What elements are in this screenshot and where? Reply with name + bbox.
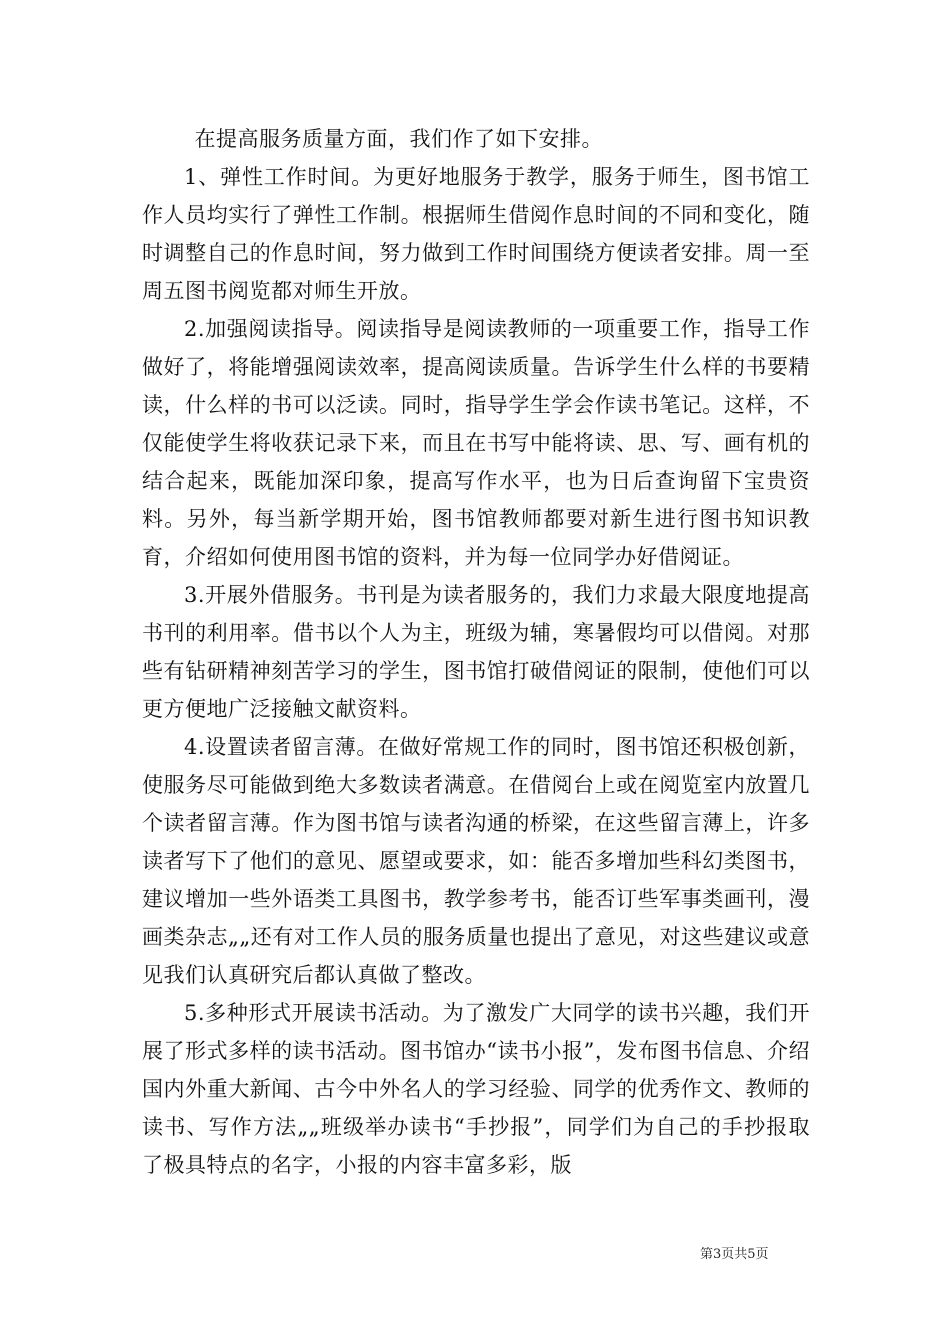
page-number-footer: 第3页共5页 bbox=[700, 1247, 769, 1262]
paragraph-guestbook: 4.设置读者留言薄。在做好常规工作的同时，图书馆还积极创新，使服务尽可能做到绝大多数读者满意。在借阅台上或在阅览室内放置几个读者留言薄。作为图书馆与读者沟通的桥梁，在这些留言薄上，许多读者写下了他们的意见、愿望或要求，如：能否多增加些科幻类图书，建议增加一些外语类工具图书，教学参考书，能否订些军事类画刊，漫画类杂志„„还有对工作人员的服务质量也提出了意见，对这些建议或意见我们认真研究后都认真做了整改。 bbox=[142, 735, 810, 987]
paragraph-lending-service: 3.开展外借服务。书刊是为读者服务的，我们力求最大限度地提高书刊的利用率。借书以个人为主，班级为辅，寒暑假均可以借阅。对那些有钻研精神刻苦学习的学生，图书馆打破借阅证的限制，使他们可以更方便地广泛接触文献资料。 bbox=[142, 583, 810, 721]
paragraph-reading-guidance: 2.加强阅读指导。阅读指导是阅读教师的一项重要工作，指导工作做好了，将能增强阅读效率，提高阅读质量。告诉学生什么样的书要精读，什么样的书可以泛读。同时，指导学生学会作读书笔记。这样，不仅能使学生将收获记录下来，而且在书写中能将读、思、写、画有机的结合起来，既能加深印象，提高写作水平，也为日后查询留下宝贵资料。另外，每当新学期开始，图书馆教师都要对新生进行图书知识教育，介绍如何使用图书馆的资料，并为每一位同学办好借阅证。 bbox=[142, 317, 810, 569]
paragraph-flexible-hours: 1、弹性工作时间。为更好地服务于教学，服务于师生，图书馆工作人员均实行了弹性工作制。根据师生借阅作息时间的不同和变化，随时调整自己的作息时间，努力做到工作时间围绕方便读者安排。周一至周五图书阅览都对师生开放。 bbox=[142, 165, 810, 303]
paragraph-reading-activities: 5.多种形式开展读书活动。为了激发广大同学的读书兴趣，我们开展了形式多样的读书活动。图书馆办“读书小报”，发布图书信息、介绍国内外重大新闻、古今中外名人的学习经验、同学的优秀作文、教师的读书、写作方法„„班级举办读书“手抄报”，同学们为自己的手抄报取了极具特点的名字，小报的内容丰富多彩，版 bbox=[142, 1001, 810, 1177]
document-body bbox=[142, 120, 810, 1184]
paragraph-intro: 在提高服务质量方面，我们作了如下安排。 bbox=[194, 127, 603, 151]
